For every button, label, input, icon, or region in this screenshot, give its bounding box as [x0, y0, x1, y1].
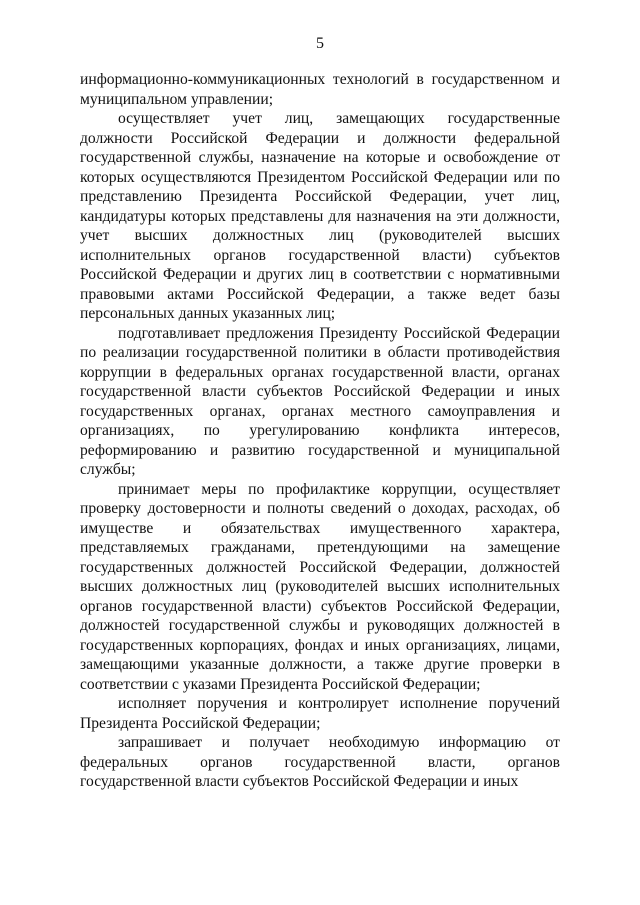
page-number: 5 — [316, 35, 324, 52]
paragraph-requests-information: запрашивает и получает необходимую информацию от федеральных органов государственной власти, органов государственной власти субъектов Российской Федерации и иных — [80, 734, 560, 790]
paragraph-executes-orders: исполняет поручения и контролирует исполнение поручений Президента Российской Федерации; — [80, 695, 560, 732]
paragraph-corruption-prevention: принимает меры по профилактике коррупции, осуществляет проверку достоверности и полноты сведений о доходах, расходах, об имуществе и обязательствах имущественного характера, представляемых гражданами, претендующими на замещение государственных должностей Российской Федерации, должностей высших должностных лиц (руководителей высших исполнительных органов государственной власти) субъектов Российской Федерации, должностей государственной службы и руководящих должностей в государственных корпорациях, фондах и иных организациях, лицами, замещающими указанные должности, а также другие проверки в соответствии с указами Президента Российской Федерации; — [80, 480, 560, 693]
paragraph-continuation: информационно-коммуникационных технологий в государственном и муниципальном управлении; — [80, 71, 560, 108]
paragraph-personnel-records: осуществляет учет лиц, замещающих государственные должности Российской Федерации и должности федеральной государственной службы, назначение на которые и освобождение от которых осуществляются Президентом Российской Федерации или по представлению Президента Российской Федерации, учет лиц, кандидатуры которых представлены для назначения на эти должности, учет высших должностных лиц (руководителей высших исполнительных органов государственной власти) субъектов Российской Федерации и других лиц в соответствии с нормативными правовыми актами Российской Федерации, а также ведет базы персональных данных указанных лиц; — [80, 110, 560, 322]
paragraph-anticorruption-proposals: подготавливает предложения Президенту Российской Федерации по реализации государственной политики в области противодействия коррупции в федеральных органах государственной власти, органах государственной власти субъектов Российской Федерации и иных государственных органах, органах местного самоуправления и организациях, по урегулированию конфликта интересов, реформированию и развитию государственной и муниципальной службы; — [80, 324, 560, 478]
document-body — [80, 70, 560, 792]
